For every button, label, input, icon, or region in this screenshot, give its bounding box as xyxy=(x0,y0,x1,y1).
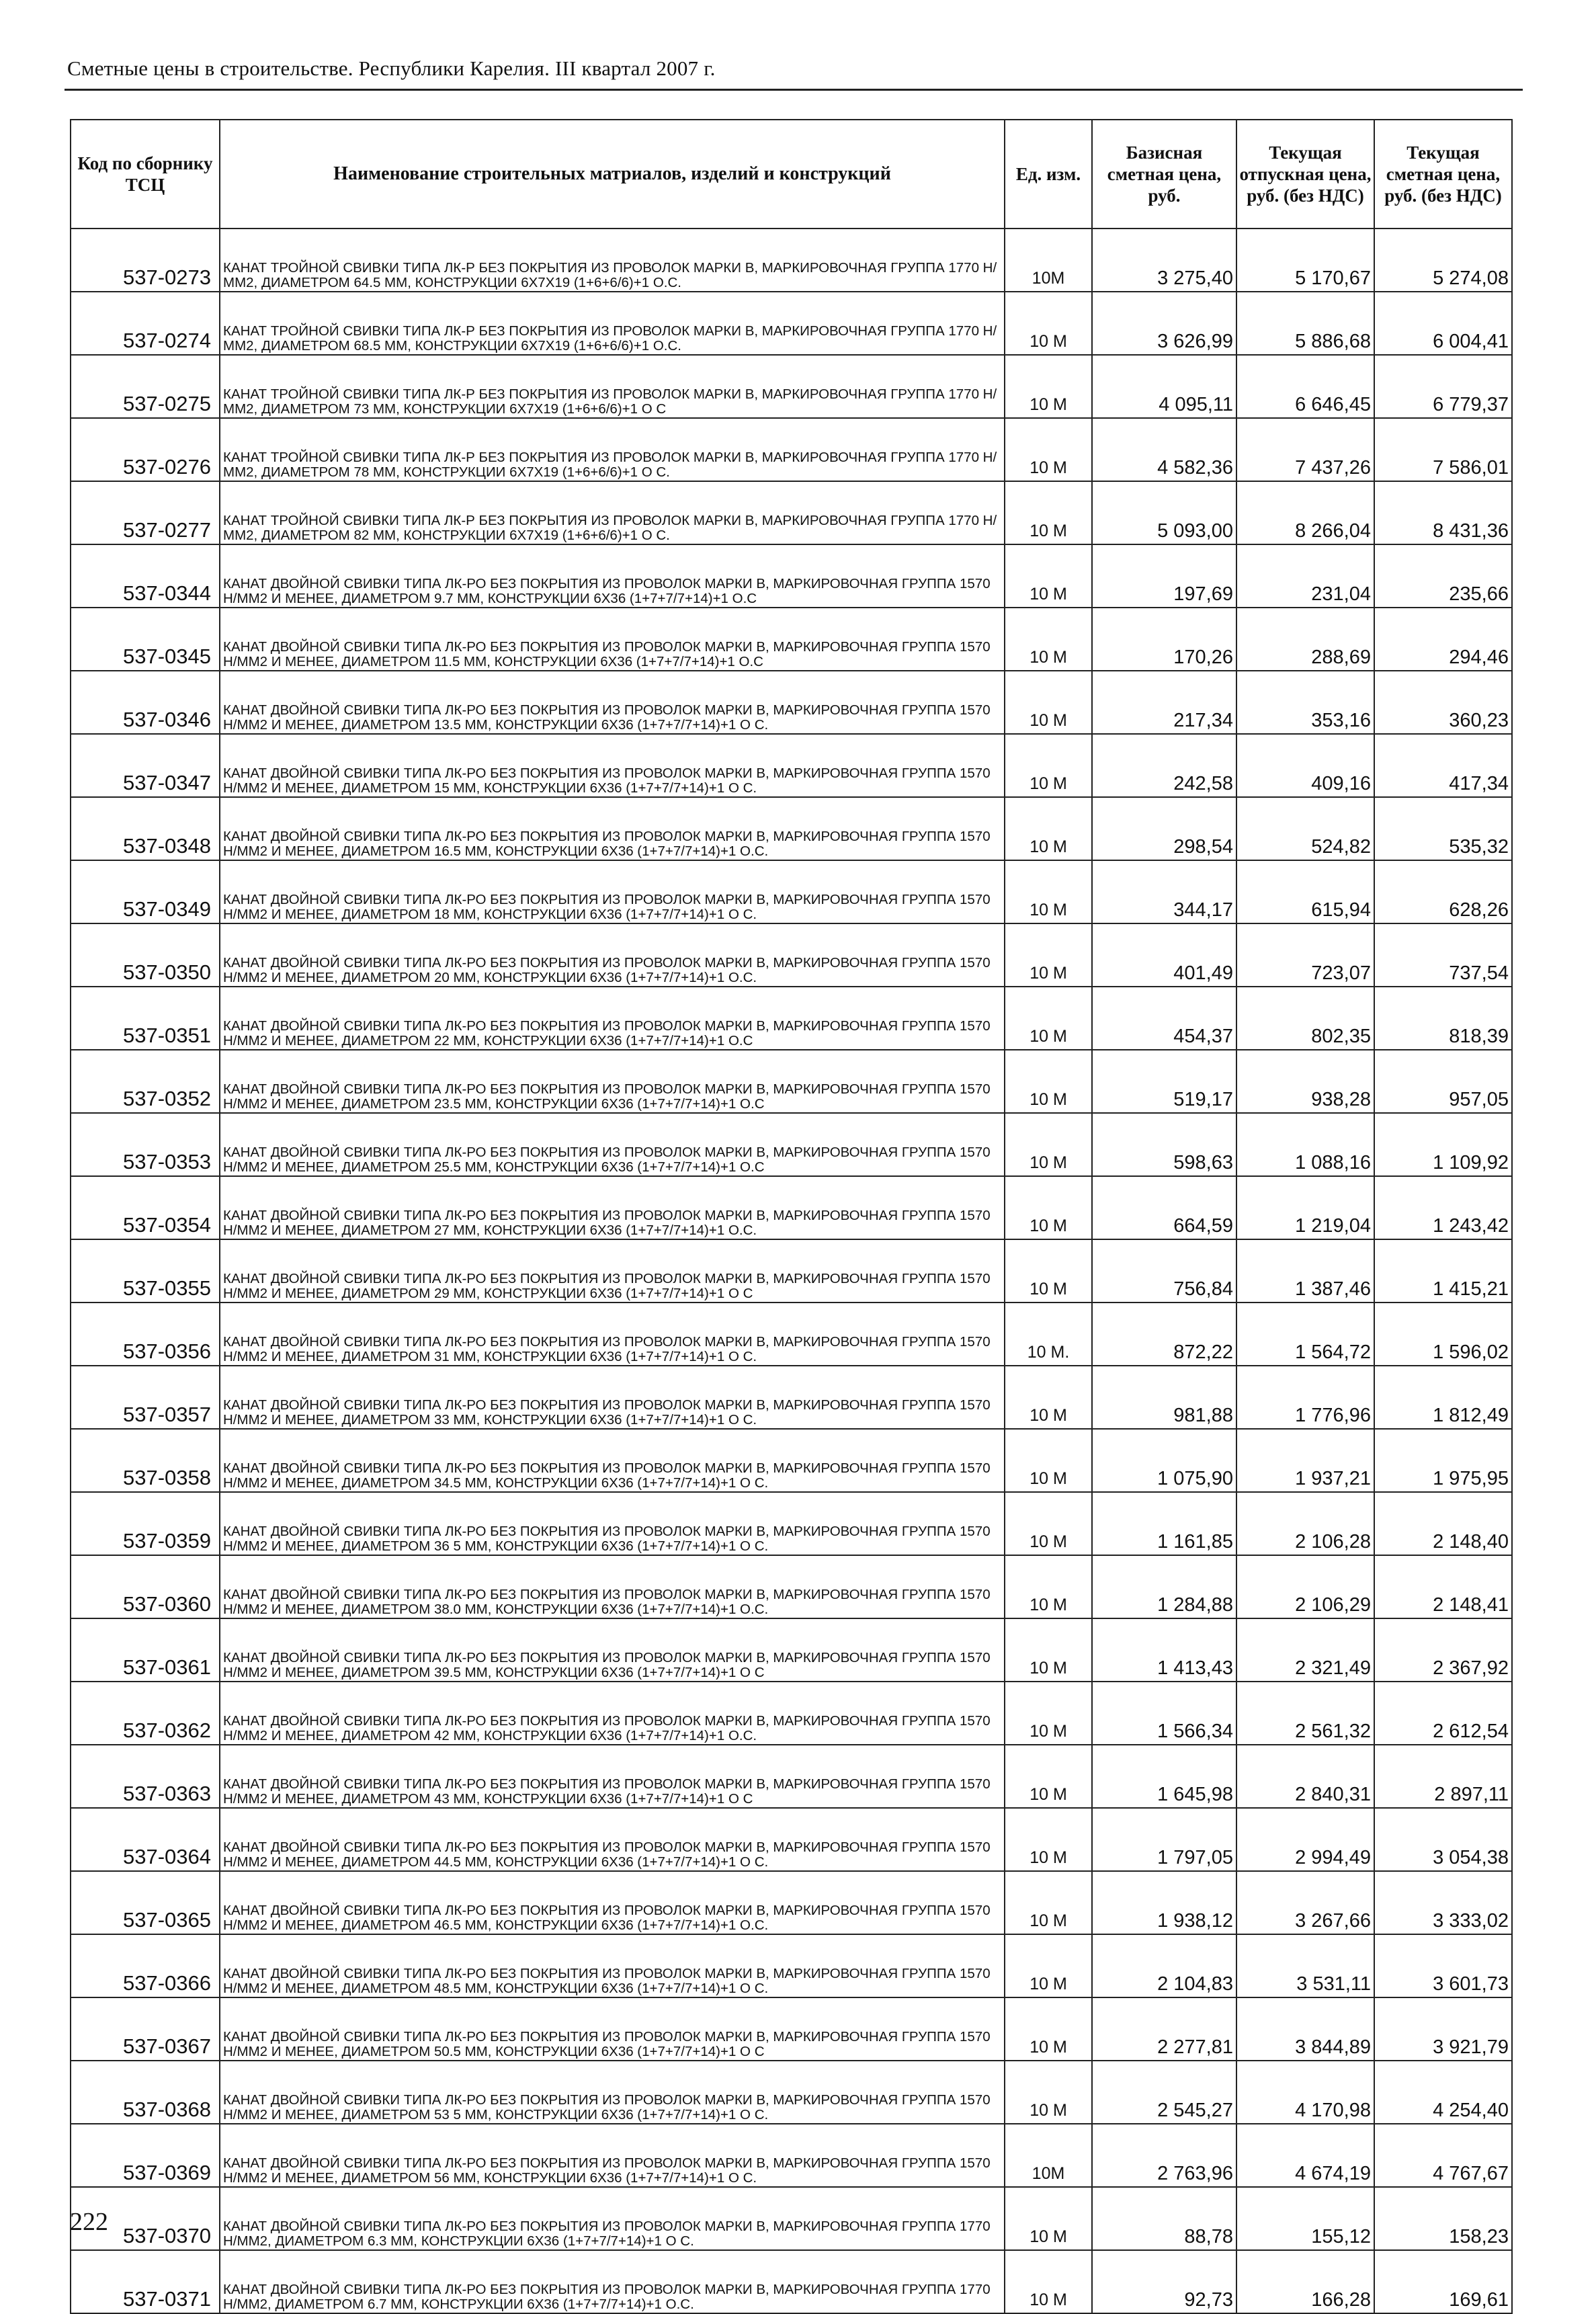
column-header-unit: Ед. изм. xyxy=(1005,120,1092,229)
cell-code: 537-0345 xyxy=(71,608,220,671)
table-row xyxy=(71,229,1512,292)
cell-base-price: 981,88 xyxy=(1092,1366,1236,1429)
cell-current-estimate-price: 1 415,21 xyxy=(1374,1239,1512,1303)
cell-name: КАНАТ ДВОЙНОЙ СВИВКИ ТИПА ЛК-РО БЕЗ ПОКРЫТИЯ ИЗ ПРОВОЛОК МАРКИ В, МАРКИРОВОЧНАЯ ГРУППА 1570 Н/ММ2 И МЕНЕЕ, ДИАМЕТРОМ 31 ММ, КОНСТРУКЦИИ 6Х36 (1+7+7/7+14)+1 О С. xyxy=(220,1303,1005,1366)
cell-code: 537-0348 xyxy=(71,797,220,860)
cell-unit: 10 М xyxy=(1005,797,1092,860)
cell-current-release-price: 409,16 xyxy=(1236,734,1374,797)
cell-current-estimate-price: 1 243,42 xyxy=(1374,1176,1512,1239)
cell-code: 537-0369 xyxy=(71,2124,220,2187)
cell-current-release-price: 2 106,28 xyxy=(1236,1492,1374,1555)
cell-unit: 10 М xyxy=(1005,1239,1092,1303)
cell-current-estimate-price: 737,54 xyxy=(1374,923,1512,987)
table-row xyxy=(71,1429,1512,1492)
table-row xyxy=(71,292,1512,355)
header-row xyxy=(71,120,1512,229)
cell-name: КАНАТ ДВОЙНОЙ СВИВКИ ТИПА ЛК-РО БЕЗ ПОКРЫТИЯ ИЗ ПРОВОЛОК МАРКИ В, МАРКИРОВОЧНАЯ ГРУППА 1570 Н/ММ2 И МЕНЕЕ, ДИАМЕТРОМ 13.5 ММ, КОНСТРУКЦИИ 6Х36 (1+7+7/7+14)+1 О С. xyxy=(220,671,1005,734)
cell-base-price: 2 545,27 xyxy=(1092,2061,1236,2124)
cell-name: КАНАТ ТРОЙНОЙ СВИВКИ ТИПА ЛК-Р БЕЗ ПОКРЫТИЯ ИЗ ПРОВОЛОК МАРКИ В, МАРКИРОВОЧНАЯ ГРУППА 1770 Н/ММ2, ДИАМЕТРОМ 73 ММ, КОНСТРУКЦИИ 6Х7Х19 (1+6+6/6)+1 О С xyxy=(220,355,1005,418)
cell-current-estimate-price: 235,66 xyxy=(1374,544,1512,608)
cell-code: 537-0349 xyxy=(71,860,220,923)
table-body xyxy=(71,229,1512,2313)
cell-name: КАНАТ ДВОЙНОЙ СВИВКИ ТИПА ЛК-РО БЕЗ ПОКРЫТИЯ ИЗ ПРОВОЛОК МАРКИ В, МАРКИРОВОЧНАЯ ГРУППА 1570 Н/ММ2 И МЕНЕЕ, ДИАМЕТРОМ 34.5 ММ, КОНСТРУКЦИИ 6Х36 (1+7+7/7+14)+1 О С. xyxy=(220,1429,1005,1492)
cell-current-release-price: 2 994,49 xyxy=(1236,1808,1374,1871)
cell-base-price: 1 413,43 xyxy=(1092,1618,1236,1682)
cell-name: КАНАТ ТРОЙНОЙ СВИВКИ ТИПА ЛК-Р БЕЗ ПОКРЫТИЯ ИЗ ПРОВОЛОК МАРКИ В, МАРКИРОВОЧНАЯ ГРУППА 1770 Н/ММ2, ДИАМЕТРОМ 82 ММ, КОНСТРУКЦИИ 6Х7Х19 (1+6+6/6)+1 О С. xyxy=(220,481,1005,544)
cell-current-release-price: 2 840,31 xyxy=(1236,1745,1374,1808)
cell-base-price: 2 277,81 xyxy=(1092,1997,1236,2061)
cell-unit: 10 М xyxy=(1005,1808,1092,1871)
cell-unit: 10 М xyxy=(1005,1050,1092,1113)
cell-unit: 10 М xyxy=(1005,671,1092,734)
cell-current-release-price: 615,94 xyxy=(1236,860,1374,923)
cell-name: КАНАТ ДВОЙНОЙ СВИВКИ ТИПА ЛК-РО БЕЗ ПОКРЫТИЯ ИЗ ПРОВОЛОК МАРКИ В, МАРКИРОВОЧНАЯ ГРУППА 1570 Н/ММ2 И МЕНЕЕ, ДИАМЕТРОМ 56 ММ, КОНСТРУКЦИИ 6Х36 (1+7+7/7+14)+1 О С. xyxy=(220,2124,1005,2187)
cell-current-estimate-price: 4 767,67 xyxy=(1374,2124,1512,2187)
cell-name: КАНАТ ДВОЙНОЙ СВИВКИ ТИПА ЛК-РО БЕЗ ПОКРЫТИЯ ИЗ ПРОВОЛОК МАРКИ В, МАРКИРОВОЧНАЯ ГРУППА 1570 Н/ММ2 И МЕНЕЕ, ДИАМЕТРОМ 36 5 ММ, КОНСТРУКЦИИ 6Х36 (1+7+7/7+14)+1 О С. xyxy=(220,1492,1005,1555)
cell-name: КАНАТ ДВОЙНОЙ СВИВКИ ТИПА ЛК-РО БЕЗ ПОКРЫТИЯ ИЗ ПРОВОЛОК МАРКИ В, МАРКИРОВОЧНАЯ ГРУППА 1570 Н/ММ2 И МЕНЕЕ, ДИАМЕТРОМ 9.7 ММ, КОНСТРУКЦИИ 6Х36 (1+7+7/7+14)+1 О.С xyxy=(220,544,1005,608)
cell-current-estimate-price: 7 586,01 xyxy=(1374,418,1512,481)
cell-current-release-price: 2 106,29 xyxy=(1236,1555,1374,1618)
cell-code: 537-0350 xyxy=(71,923,220,987)
cell-base-price: 1 645,98 xyxy=(1092,1745,1236,1808)
cell-name: КАНАТ ДВОЙНОЙ СВИВКИ ТИПА ЛК-РО БЕЗ ПОКРЫТИЯ ИЗ ПРОВОЛОК МАРКИ В, МАРКИРОВОЧНАЯ ГРУППА 1570 Н/ММ2 И МЕНЕЕ, ДИАМЕТРОМ 44.5 ММ, КОНСТРУКЦИИ 6Х36 (1+7+7/7+14)+1 О С. xyxy=(220,1808,1005,1871)
cell-unit: 10 М xyxy=(1005,1682,1092,1745)
cell-code: 537-0368 xyxy=(71,2061,220,2124)
cell-unit: 10 М xyxy=(1005,1997,1092,2061)
cell-code: 537-0371 xyxy=(71,2250,220,2313)
table-row xyxy=(71,1113,1512,1176)
cell-base-price: 3 626,99 xyxy=(1092,292,1236,355)
page-header-title: Сметные цены в строительстве. Республики Карелия. III квартал 2007 г. xyxy=(67,56,716,80)
cell-name: КАНАТ ТРОЙНОЙ СВИВКИ ТИПА ЛК-Р БЕЗ ПОКРЫТИЯ ИЗ ПРОВОЛОК МАРКИ В, МАРКИРОВОЧНАЯ ГРУППА 1770 Н/ММ2, ДИАМЕТРОМ 68.5 ММ, КОНСТРУКЦИИ 6Х7Х19 (1+6+6/6)+1 О.С. xyxy=(220,292,1005,355)
table-row xyxy=(71,671,1512,734)
cell-current-estimate-price: 4 254,40 xyxy=(1374,2061,1512,2124)
cell-name: КАНАТ ДВОЙНОЙ СВИВКИ ТИПА ЛК-РО БЕЗ ПОКРЫТИЯ ИЗ ПРОВОЛОК МАРКИ В, МАРКИРОВОЧНАЯ ГРУППА 1570 Н/ММ2 И МЕНЕЕ, ДИАМЕТРОМ 53 5 ММ, КОНСТРУКЦИИ 6Х36 (1+7+7/7+14)+1 О С. xyxy=(220,2061,1005,2124)
cell-unit: 10 М xyxy=(1005,860,1092,923)
cell-current-release-price: 3 844,89 xyxy=(1236,1997,1374,2061)
cell-current-release-price: 155,12 xyxy=(1236,2187,1374,2250)
cell-current-estimate-price: 628,26 xyxy=(1374,860,1512,923)
cell-code: 537-0361 xyxy=(71,1618,220,1682)
table-row xyxy=(71,987,1512,1050)
cell-current-estimate-price: 158,23 xyxy=(1374,2187,1512,2250)
table-row xyxy=(71,355,1512,418)
cell-code: 537-0351 xyxy=(71,987,220,1050)
cell-current-estimate-price: 294,46 xyxy=(1374,608,1512,671)
cell-unit: 10 М xyxy=(1005,734,1092,797)
cell-current-release-price: 231,04 xyxy=(1236,544,1374,608)
table-row xyxy=(71,1745,1512,1808)
cell-base-price: 1 284,88 xyxy=(1092,1555,1236,1618)
table-row xyxy=(71,481,1512,544)
column-header-current-release-price: Текущая отпускная цена, руб. (без НДС) xyxy=(1236,120,1374,229)
cell-current-estimate-price: 8 431,36 xyxy=(1374,481,1512,544)
cell-code: 537-0346 xyxy=(71,671,220,734)
cell-base-price: 2 104,83 xyxy=(1092,1934,1236,1997)
cell-code: 537-0353 xyxy=(71,1113,220,1176)
table-row xyxy=(71,1303,1512,1366)
cell-unit: 10 М xyxy=(1005,1618,1092,1682)
cell-base-price: 242,58 xyxy=(1092,734,1236,797)
table-row xyxy=(71,1618,1512,1682)
cell-current-estimate-price: 2 367,92 xyxy=(1374,1618,1512,1682)
cell-name: КАНАТ ДВОЙНОЙ СВИВКИ ТИПА ЛК-РО БЕЗ ПОКРЫТИЯ ИЗ ПРОВОЛОК МАРКИ В, МАРКИРОВОЧНАЯ ГРУППА 1570 Н/ММ2 И МЕНЕЕ, ДИАМЕТРОМ 42 ММ, КОНСТРУКЦИИ 6Х36 (1+7+7/7+14)+1 О.С. xyxy=(220,1682,1005,1745)
table-row xyxy=(71,860,1512,923)
table-row xyxy=(71,1492,1512,1555)
cell-base-price: 1 161,85 xyxy=(1092,1492,1236,1555)
cell-unit: 10 М xyxy=(1005,292,1092,355)
cell-code: 537-0364 xyxy=(71,1808,220,1871)
header-divider xyxy=(65,89,1523,91)
cell-current-estimate-price: 2 897,11 xyxy=(1374,1745,1512,1808)
cell-base-price: 197,69 xyxy=(1092,544,1236,608)
cell-code: 537-0277 xyxy=(71,481,220,544)
cell-current-release-price: 1 387,46 xyxy=(1236,1239,1374,1303)
cell-code: 537-0362 xyxy=(71,1682,220,1745)
cell-current-estimate-price: 1 975,95 xyxy=(1374,1429,1512,1492)
cell-base-price: 1 797,05 xyxy=(1092,1808,1236,1871)
cell-current-release-price: 2 561,32 xyxy=(1236,1682,1374,1745)
cell-base-price: 664,59 xyxy=(1092,1176,1236,1239)
cell-unit: 10 М xyxy=(1005,1176,1092,1239)
cell-unit: 10 М xyxy=(1005,418,1092,481)
cell-unit: 10 М xyxy=(1005,923,1092,987)
cell-current-release-price: 1 219,04 xyxy=(1236,1176,1374,1239)
cell-name: КАНАТ ДВОЙНОЙ СВИВКИ ТИПА ЛК-РО БЕЗ ПОКРЫТИЯ ИЗ ПРОВОЛОК МАРКИ В, МАРКИРОВОЧНАЯ ГРУППА 1570 Н/ММ2 И МЕНЕЕ, ДИАМЕТРОМ 11.5 ММ, КОНСТРУКЦИИ 6Х36 (1+7+7/7+14)+1 О.С xyxy=(220,608,1005,671)
table-row xyxy=(71,1934,1512,1997)
cell-code: 537-0367 xyxy=(71,1997,220,2061)
cell-name: КАНАТ ТРОЙНОЙ СВИВКИ ТИПА ЛК-Р БЕЗ ПОКРЫТИЯ ИЗ ПРОВОЛОК МАРКИ В, МАРКИРОВОЧНАЯ ГРУППА 1770 Н/ММ2, ДИАМЕТРОМ 64.5 ММ, КОНСТРУКЦИИ 6Х7Х19 (1+6+6/6)+1 О.С. xyxy=(220,229,1005,292)
cell-code: 537-0275 xyxy=(71,355,220,418)
cell-base-price: 2 763,96 xyxy=(1092,2124,1236,2187)
cell-current-release-price: 1 564,72 xyxy=(1236,1303,1374,1366)
cell-unit: 10 М xyxy=(1005,544,1092,608)
table-row xyxy=(71,1050,1512,1113)
cell-current-release-price: 288,69 xyxy=(1236,608,1374,671)
cell-code: 537-0274 xyxy=(71,292,220,355)
cell-current-estimate-price: 6 779,37 xyxy=(1374,355,1512,418)
cell-current-release-price: 938,28 xyxy=(1236,1050,1374,1113)
cell-name: КАНАТ ДВОЙНОЙ СВИВКИ ТИПА ЛК-РО БЕЗ ПОКРЫТИЯ ИЗ ПРОВОЛОК МАРКИ В, МАРКИРОВОЧНАЯ ГРУППА 1570 Н/ММ2 И МЕНЕЕ, ДИАМЕТРОМ 25.5 ММ, КОНСТРУКЦИИ 6Х36 (1+7+7/7+14)+1 О.С xyxy=(220,1113,1005,1176)
cell-code: 537-0276 xyxy=(71,418,220,481)
cell-unit: 10 М xyxy=(1005,1934,1092,1997)
cell-current-estimate-price: 417,34 xyxy=(1374,734,1512,797)
cell-current-estimate-price: 818,39 xyxy=(1374,987,1512,1050)
cell-name: КАНАТ ДВОЙНОЙ СВИВКИ ТИПА ЛК-РО БЕЗ ПОКРЫТИЯ ИЗ ПРОВОЛОК МАРКИ В, МАРКИРОВОЧНАЯ ГРУППА 1570 Н/ММ2 И МЕНЕЕ, ДИАМЕТРОМ 23.5 ММ, КОНСТРУКЦИИ 6Х36 (1+7+7/7+14)+1 О.С xyxy=(220,1050,1005,1113)
table-row xyxy=(71,1555,1512,1618)
cell-unit: 10 М xyxy=(1005,1113,1092,1176)
cell-name: КАНАТ ДВОЙНОЙ СВИВКИ ТИПА ЛК-РО БЕЗ ПОКРЫТИЯ ИЗ ПРОВОЛОК МАРКИ В, МАРКИРОВОЧНАЯ ГРУППА 1770 Н/ММ2, ДИАМЕТРОМ 6.3 ММ, КОНСТРУКЦИИ 6Х36 (1+7+7/7+14)+1 О С. xyxy=(220,2187,1005,2250)
cell-unit: 10 М. xyxy=(1005,1303,1092,1366)
cell-code: 537-0344 xyxy=(71,544,220,608)
cell-base-price: 298,54 xyxy=(1092,797,1236,860)
cell-current-estimate-price: 1 109,92 xyxy=(1374,1113,1512,1176)
table-row xyxy=(71,2124,1512,2187)
cell-name: КАНАТ ДВОЙНОЙ СВИВКИ ТИПА ЛК-РО БЕЗ ПОКРЫТИЯ ИЗ ПРОВОЛОК МАРКИ В, МАРКИРОВОЧНАЯ ГРУППА 1570 Н/ММ2 И МЕНЕЕ, ДИАМЕТРОМ 15 ММ, КОНСТРУКЦИИ 6Х36 (1+7+7/7+14)+1 О С. xyxy=(220,734,1005,797)
cell-current-release-price: 1 937,21 xyxy=(1236,1429,1374,1492)
cell-base-price: 88,78 xyxy=(1092,2187,1236,2250)
cell-base-price: 4 095,11 xyxy=(1092,355,1236,418)
cell-base-price: 5 093,00 xyxy=(1092,481,1236,544)
table-row xyxy=(71,2061,1512,2124)
cell-unit: 10 М xyxy=(1005,1871,1092,1934)
cell-current-estimate-price: 169,61 xyxy=(1374,2250,1512,2313)
column-header-name: Наименование строительных матриалов, изделий и конструкций xyxy=(220,120,1005,229)
cell-current-estimate-price: 5 274,08 xyxy=(1374,229,1512,292)
cell-current-release-price: 166,28 xyxy=(1236,2250,1374,2313)
cell-unit: 10 М xyxy=(1005,987,1092,1050)
cell-current-estimate-price: 1 812,49 xyxy=(1374,1366,1512,1429)
cell-current-release-price: 3 267,66 xyxy=(1236,1871,1374,1934)
cell-current-release-price: 3 531,11 xyxy=(1236,1934,1374,1997)
cell-code: 537-0359 xyxy=(71,1492,220,1555)
cell-current-estimate-price: 2 148,40 xyxy=(1374,1492,1512,1555)
table-row xyxy=(71,1997,1512,2061)
table-row xyxy=(71,923,1512,987)
cell-current-estimate-price: 957,05 xyxy=(1374,1050,1512,1113)
cell-code: 537-0370 xyxy=(71,2187,220,2250)
cell-unit: 10 М xyxy=(1005,2250,1092,2313)
cell-name: КАНАТ ДВОЙНОЙ СВИВКИ ТИПА ЛК-РО БЕЗ ПОКРЫТИЯ ИЗ ПРОВОЛОК МАРКИ В, МАРКИРОВОЧНАЯ ГРУППА 1570 Н/ММ2 И МЕНЕЕ, ДИАМЕТРОМ 18 ММ, КОНСТРУКЦИИ 6Х36 (1+7+7/7+14)+1 О С. xyxy=(220,860,1005,923)
cell-current-release-price: 7 437,26 xyxy=(1236,418,1374,481)
cell-name: КАНАТ ДВОЙНОЙ СВИВКИ ТИПА ЛК-РО БЕЗ ПОКРЫТИЯ ИЗ ПРОВОЛОК МАРКИ В, МАРКИРОВОЧНАЯ ГРУППА 1570 Н/ММ2 И МЕНЕЕ, ДИАМЕТРОМ 50.5 ММ, КОНСТРУКЦИИ 6Х36 (1+7+7/7+14)+1 О С xyxy=(220,1997,1005,2061)
column-header-code: Код по сборнику ТСЦ xyxy=(71,120,220,229)
cell-unit: 10М xyxy=(1005,229,1092,292)
cell-current-release-price: 524,82 xyxy=(1236,797,1374,860)
cell-current-release-price: 353,16 xyxy=(1236,671,1374,734)
cell-code: 537-0355 xyxy=(71,1239,220,1303)
cell-name: КАНАТ ДВОЙНОЙ СВИВКИ ТИПА ЛК-РО БЕЗ ПОКРЫТИЯ ИЗ ПРОВОЛОК МАРКИ В, МАРКИРОВОЧНАЯ ГРУППА 1570 Н/ММ2 И МЕНЕЕ, ДИАМЕТРОМ 39.5 ММ, КОНСТРУКЦИИ 6Х36 (1+7+7/7+14)+1 О С xyxy=(220,1618,1005,1682)
cell-code: 537-0352 xyxy=(71,1050,220,1113)
table-row xyxy=(71,1871,1512,1934)
cell-code: 537-0347 xyxy=(71,734,220,797)
cell-base-price: 872,22 xyxy=(1092,1303,1236,1366)
cell-current-estimate-price: 3 333,02 xyxy=(1374,1871,1512,1934)
cell-current-estimate-price: 360,23 xyxy=(1374,671,1512,734)
cell-base-price: 1 938,12 xyxy=(1092,1871,1236,1934)
cell-unit: 10 М xyxy=(1005,355,1092,418)
cell-current-release-price: 5 170,67 xyxy=(1236,229,1374,292)
cell-code: 537-0363 xyxy=(71,1745,220,1808)
cell-name: КАНАТ ДВОЙНОЙ СВИВКИ ТИПА ЛК-РО БЕЗ ПОКРЫТИЯ ИЗ ПРОВОЛОК МАРКИ В, МАРКИРОВОЧНАЯ ГРУППА 1570 Н/ММ2 И МЕНЕЕ, ДИАМЕТРОМ 29 ММ, КОНСТРУКЦИИ 6Х36 (1+7+7/7+14)+1 О С xyxy=(220,1239,1005,1303)
cell-name: КАНАТ ДВОЙНОЙ СВИВКИ ТИПА ЛК-РО БЕЗ ПОКРЫТИЯ ИЗ ПРОВОЛОК МАРКИ В, МАРКИРОВОЧНАЯ ГРУППА 1570 Н/ММ2 И МЕНЕЕ, ДИАМЕТРОМ 48.5 ММ, КОНСТРУКЦИИ 6Х36 (1+7+7/7+14)+1 О С. xyxy=(220,1934,1005,1997)
cell-name: КАНАТ ДВОЙНОЙ СВИВКИ ТИПА ЛК-РО БЕЗ ПОКРЫТИЯ ИЗ ПРОВОЛОК МАРКИ В, МАРКИРОВОЧНАЯ ГРУППА 1570 Н/ММ2 И МЕНЕЕ, ДИАМЕТРОМ 46.5 ММ, КОНСТРУКЦИИ 6Х36 (1+7+7/7+14)+1 О.С. xyxy=(220,1871,1005,1934)
cell-current-release-price: 2 321,49 xyxy=(1236,1618,1374,1682)
cell-name: КАНАТ ДВОЙНОЙ СВИВКИ ТИПА ЛК-РО БЕЗ ПОКРЫТИЯ ИЗ ПРОВОЛОК МАРКИ В, МАРКИРОВОЧНАЯ ГРУППА 1570 Н/ММ2 И МЕНЕЕ, ДИАМЕТРОМ 38.0 ММ, КОНСТРУКЦИИ 6Х36 (1+7+7/7+14)+1 О.С. xyxy=(220,1555,1005,1618)
cell-name: КАНАТ ДВОЙНОЙ СВИВКИ ТИПА ЛК-РО БЕЗ ПОКРЫТИЯ ИЗ ПРОВОЛОК МАРКИ В, МАРКИРОВОЧНАЯ ГРУППА 1570 Н/ММ2 И МЕНЕЕ, ДИАМЕТРОМ 20 ММ, КОНСТРУКЦИИ 6Х36 (1+7+7/7+14)+1 О.С. xyxy=(220,923,1005,987)
table-row xyxy=(71,418,1512,481)
cell-code: 537-0357 xyxy=(71,1366,220,1429)
cell-current-release-price: 1 088,16 xyxy=(1236,1113,1374,1176)
cell-base-price: 217,34 xyxy=(1092,671,1236,734)
cell-code: 537-0356 xyxy=(71,1303,220,1366)
cell-base-price: 1 075,90 xyxy=(1092,1429,1236,1492)
cell-unit: 10 М xyxy=(1005,1492,1092,1555)
cell-current-estimate-price: 3 054,38 xyxy=(1374,1808,1512,1871)
cell-base-price: 3 275,40 xyxy=(1092,229,1236,292)
cell-name: КАНАТ ТРОЙНОЙ СВИВКИ ТИПА ЛК-Р БЕЗ ПОКРЫТИЯ ИЗ ПРОВОЛОК МАРКИ В, МАРКИРОВОЧНАЯ ГРУППА 1770 Н/ММ2, ДИАМЕТРОМ 78 ММ, КОНСТРУКЦИИ 6Х7Х19 (1+6+6/6)+1 О С. xyxy=(220,418,1005,481)
cell-name: КАНАТ ДВОЙНОЙ СВИВКИ ТИПА ЛК-РО БЕЗ ПОКРЫТИЯ ИЗ ПРОВОЛОК МАРКИ В, МАРКИРОВОЧНАЯ ГРУППА 1770 Н/ММ2, ДИАМЕТРОМ 6.7 ММ, КОНСТРУКЦИИ 6Х36 (1+7+7/7+14)+1 О.С. xyxy=(220,2250,1005,2313)
cell-unit: 10 М xyxy=(1005,1366,1092,1429)
cell-current-release-price: 723,07 xyxy=(1236,923,1374,987)
table-row xyxy=(71,1239,1512,1303)
cell-unit: 10 М xyxy=(1005,2187,1092,2250)
cell-code: 537-0358 xyxy=(71,1429,220,1492)
table-row xyxy=(71,734,1512,797)
cell-unit: 10М xyxy=(1005,2124,1092,2187)
cell-unit: 10 М xyxy=(1005,481,1092,544)
cell-base-price: 1 566,34 xyxy=(1092,1682,1236,1745)
cell-unit: 10 М xyxy=(1005,1745,1092,1808)
cell-code: 537-0365 xyxy=(71,1871,220,1934)
cell-base-price: 170,26 xyxy=(1092,608,1236,671)
cell-unit: 10 М xyxy=(1005,608,1092,671)
cell-base-price: 756,84 xyxy=(1092,1239,1236,1303)
cell-base-price: 401,49 xyxy=(1092,923,1236,987)
cell-code: 537-0273 xyxy=(71,229,220,292)
cell-current-estimate-price: 1 596,02 xyxy=(1374,1303,1512,1366)
cell-current-release-price: 4 170,98 xyxy=(1236,2061,1374,2124)
cell-current-release-price: 5 886,68 xyxy=(1236,292,1374,355)
table-row xyxy=(71,1682,1512,1745)
cell-unit: 10 М xyxy=(1005,1555,1092,1618)
cell-base-price: 344,17 xyxy=(1092,860,1236,923)
cell-current-estimate-price: 3 601,73 xyxy=(1374,1934,1512,1997)
cell-name: КАНАТ ДВОЙНОЙ СВИВКИ ТИПА ЛК-РО БЕЗ ПОКРЫТИЯ ИЗ ПРОВОЛОК МАРКИ В, МАРКИРОВОЧНАЯ ГРУППА 1570 Н/ММ2 И МЕНЕЕ, ДИАМЕТРОМ 16.5 ММ, КОНСТРУКЦИИ 6Х36 (1+7+7/7+14)+1 О.С. xyxy=(220,797,1005,860)
column-header-base-price: Базисная сметная цена, руб. xyxy=(1092,120,1236,229)
table-row xyxy=(71,2250,1512,2313)
table-row xyxy=(71,797,1512,860)
table-row xyxy=(71,1808,1512,1871)
cell-current-release-price: 6 646,45 xyxy=(1236,355,1374,418)
cell-code: 537-0360 xyxy=(71,1555,220,1618)
cell-current-release-price: 802,35 xyxy=(1236,987,1374,1050)
cell-name: КАНАТ ДВОЙНОЙ СВИВКИ ТИПА ЛК-РО БЕЗ ПОКРЫТИЯ ИЗ ПРОВОЛОК МАРКИ В, МАРКИРОВОЧНАЯ ГРУППА 1570 Н/ММ2 И МЕНЕЕ, ДИАМЕТРОМ 22 ММ, КОНСТРУКЦИИ 6Х36 (1+7+7/7+14)+1 О.С xyxy=(220,987,1005,1050)
cell-current-estimate-price: 535,32 xyxy=(1374,797,1512,860)
cell-current-release-price: 1 776,96 xyxy=(1236,1366,1374,1429)
table-row xyxy=(71,1366,1512,1429)
cell-unit: 10 М xyxy=(1005,1429,1092,1492)
table-header xyxy=(71,120,1512,229)
cell-name: КАНАТ ДВОЙНОЙ СВИВКИ ТИПА ЛК-РО БЕЗ ПОКРЫТИЯ ИЗ ПРОВОЛОК МАРКИ В, МАРКИРОВОЧНАЯ ГРУППА 1570 Н/ММ2 И МЕНЕЕ, ДИАМЕТРОМ 27 ММ, КОНСТРУКЦИИ 6Х36 (1+7+7/7+14)+1 О.С. xyxy=(220,1176,1005,1239)
cell-base-price: 4 582,36 xyxy=(1092,418,1236,481)
cell-name: КАНАТ ДВОЙНОЙ СВИВКИ ТИПА ЛК-РО БЕЗ ПОКРЫТИЯ ИЗ ПРОВОЛОК МАРКИ В, МАРКИРОВОЧНАЯ ГРУППА 1570 Н/ММ2 И МЕНЕЕ, ДИАМЕТРОМ 33 ММ, КОНСТРУКЦИИ 6Х36 (1+7+7/7+14)+1 О С. xyxy=(220,1366,1005,1429)
column-header-current-estimate-price: Текущая сметная цена, руб. (без НДС) xyxy=(1374,120,1512,229)
cell-current-release-price: 8 266,04 xyxy=(1236,481,1374,544)
cell-current-release-price: 4 674,19 xyxy=(1236,2124,1374,2187)
cell-base-price: 92,73 xyxy=(1092,2250,1236,2313)
cell-name: КАНАТ ДВОЙНОЙ СВИВКИ ТИПА ЛК-РО БЕЗ ПОКРЫТИЯ ИЗ ПРОВОЛОК МАРКИ В, МАРКИРОВОЧНАЯ ГРУППА 1570 Н/ММ2 И МЕНЕЕ, ДИАМЕТРОМ 43 ММ, КОНСТРУКЦИИ 6Х36 (1+7+7/7+14)+1 О С xyxy=(220,1745,1005,1808)
cell-current-estimate-price: 2 612,54 xyxy=(1374,1682,1512,1745)
cell-base-price: 519,17 xyxy=(1092,1050,1236,1113)
cell-code: 537-0366 xyxy=(71,1934,220,1997)
cell-unit: 10 М xyxy=(1005,2061,1092,2124)
cell-code: 537-0354 xyxy=(71,1176,220,1239)
cell-base-price: 454,37 xyxy=(1092,987,1236,1050)
table-row xyxy=(71,544,1512,608)
cell-current-estimate-price: 2 148,41 xyxy=(1374,1555,1512,1618)
price-table xyxy=(70,119,1513,2314)
cell-base-price: 598,63 xyxy=(1092,1113,1236,1176)
table-row xyxy=(71,2187,1512,2250)
table-row xyxy=(71,608,1512,671)
page-number: 222 xyxy=(70,2208,108,2236)
cell-current-estimate-price: 6 004,41 xyxy=(1374,292,1512,355)
table-row xyxy=(71,1176,1512,1239)
cell-current-estimate-price: 3 921,79 xyxy=(1374,1997,1512,2061)
